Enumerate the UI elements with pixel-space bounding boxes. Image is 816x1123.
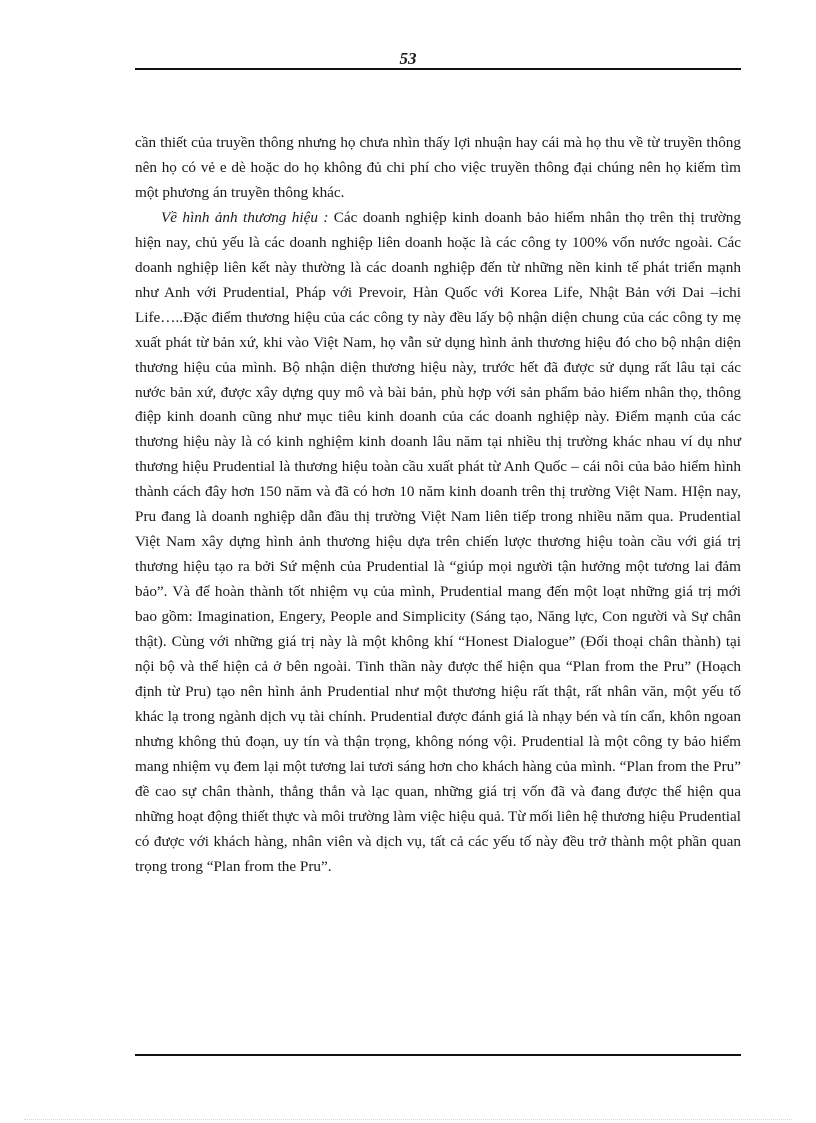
paragraph-brand-image-text: Các doanh nghiệp kinh doanh bảo hiểm nhân thọ trên thị trường hiện nay, chủ yếu là các doanh nghiệp liên doanh hoặc là các công ty 100% vốn nước ngoài. Các doanh nghiệp liên kết này thường là các doanh nghiệp đến từ những nền kinh tế phát triển mạnh như Anh với Prudential, Pháp với Prevoir, Hàn Quốc với Korea Life, Nhật Bản với Dai –ichi Life…..Đặc điểm thương hiệu của các công ty này đều lấy bộ nhận diện chung của các công ty mẹ xuất phát từ bản xứ, khi vào Việt Nam, họ vẫn sử dụng hình ảnh thương hiệu đó cho bộ nhận diện thương hiệu của mình. Bộ nhận diện thương hiệu này, trước hết đã được sử dụng rất lâu tại các nước bản xứ, được xây dựng quy mô và bài bản, phù hợp với sản phẩm bảo hiểm nhân thọ, thông điệp kinh doanh cũng như mục tiêu kinh doanh của các doanh nghiệp này. Điểm mạnh của các thương hiệu này là có kinh nghiệm kinh doanh lâu năm tại nhiều thị trường khác nhau ví dụ như thương hiệu Prudential là thương hiệu toàn cầu xuất phát từ Anh Quốc – cái nôi của bảo hiểm hình thành cách đây hơn 150 năm và đã có hơn 10 năm kinh doanh trên thị trường Việt Nam. HIện nay, Pru đang là doanh nghiệp dẫn đầu thị trường Việt Nam liên tiếp trong nhiều năm qua. Prudential Việt Nam xây dựng hình ảnh thương hiệu dựa trên chiến lược thương hiệu toàn cầu với giá trị thương hiệu tạo ra bởi Sứ mệnh của Prudential là “giúp mọi người tận hưởng một tương lai đảm bảo”. Và để hoàn thành tốt nhiệm vụ của mình, Prudential mang đến một loạt những giá trị mới bao gồm: Imagination, Engery, People and Simplicity (Sáng tạo, Năng lực, Con người và Sự chân thật). Cùng với những giá trị này là một không khí “Honest Dialogue” (Đối thoại chân thành) tại nội bộ và thể hiện cả ở bên ngoài. Tinh thần này được thể hiện qua “Plan from the Pru” (Hoạch định từ Pru) tạo nên hình ảnh Prudential như một thương hiệu rất thật, rất nhân văn, một yếu tố khác lạ trong ngành dịch vụ tài chính. Prudential được đánh giá là nhạy bén và tín cẩn, khôn ngoan nhưng không thủ đoạn, uy tín và thận trọng, không nóng vội. Prudential là một công ty bảo hiểm mang nhiệm vụ đem lại một tương lai tươi sáng hơn cho khách hàng của mình. “Plan from the Pru” đề cao sự chân thành, thẳng thắn và lạc quan, những giá trị vốn đã và đang được thể hiện qua những hoạt động thiết thực và môi trường làm việc hiệu quả. Từ mối liên hệ thương hiệu Prudential có được với khách hàng, nhân viên và dịch vụ, tất cả các yếu tố này đều trở thành một phần quan trọng trong “Plan from the Pru”.	[135, 208, 741, 875]
footer-rule	[135, 1054, 741, 1056]
paragraph-brand-image	[135, 206, 741, 880]
page-edge	[24, 1119, 792, 1120]
page-number: 53	[399, 49, 417, 68]
header-rule	[135, 68, 741, 70]
paragraph-continuation: cần thiết của truyền thông nhưng họ chưa nhìn thấy lợi nhuận hay cái mà họ thu về từ truyền thông nên họ có vẻ e dè hoặc do họ không đủ chi phí cho việc truyền thông đại chúng nên họ kiếm tìm một phương án truyền thông khác.	[135, 134, 741, 201]
paragraph-lead-in: Về hình ảnh thương hiệu :	[161, 208, 329, 226]
document-body	[135, 131, 741, 880]
